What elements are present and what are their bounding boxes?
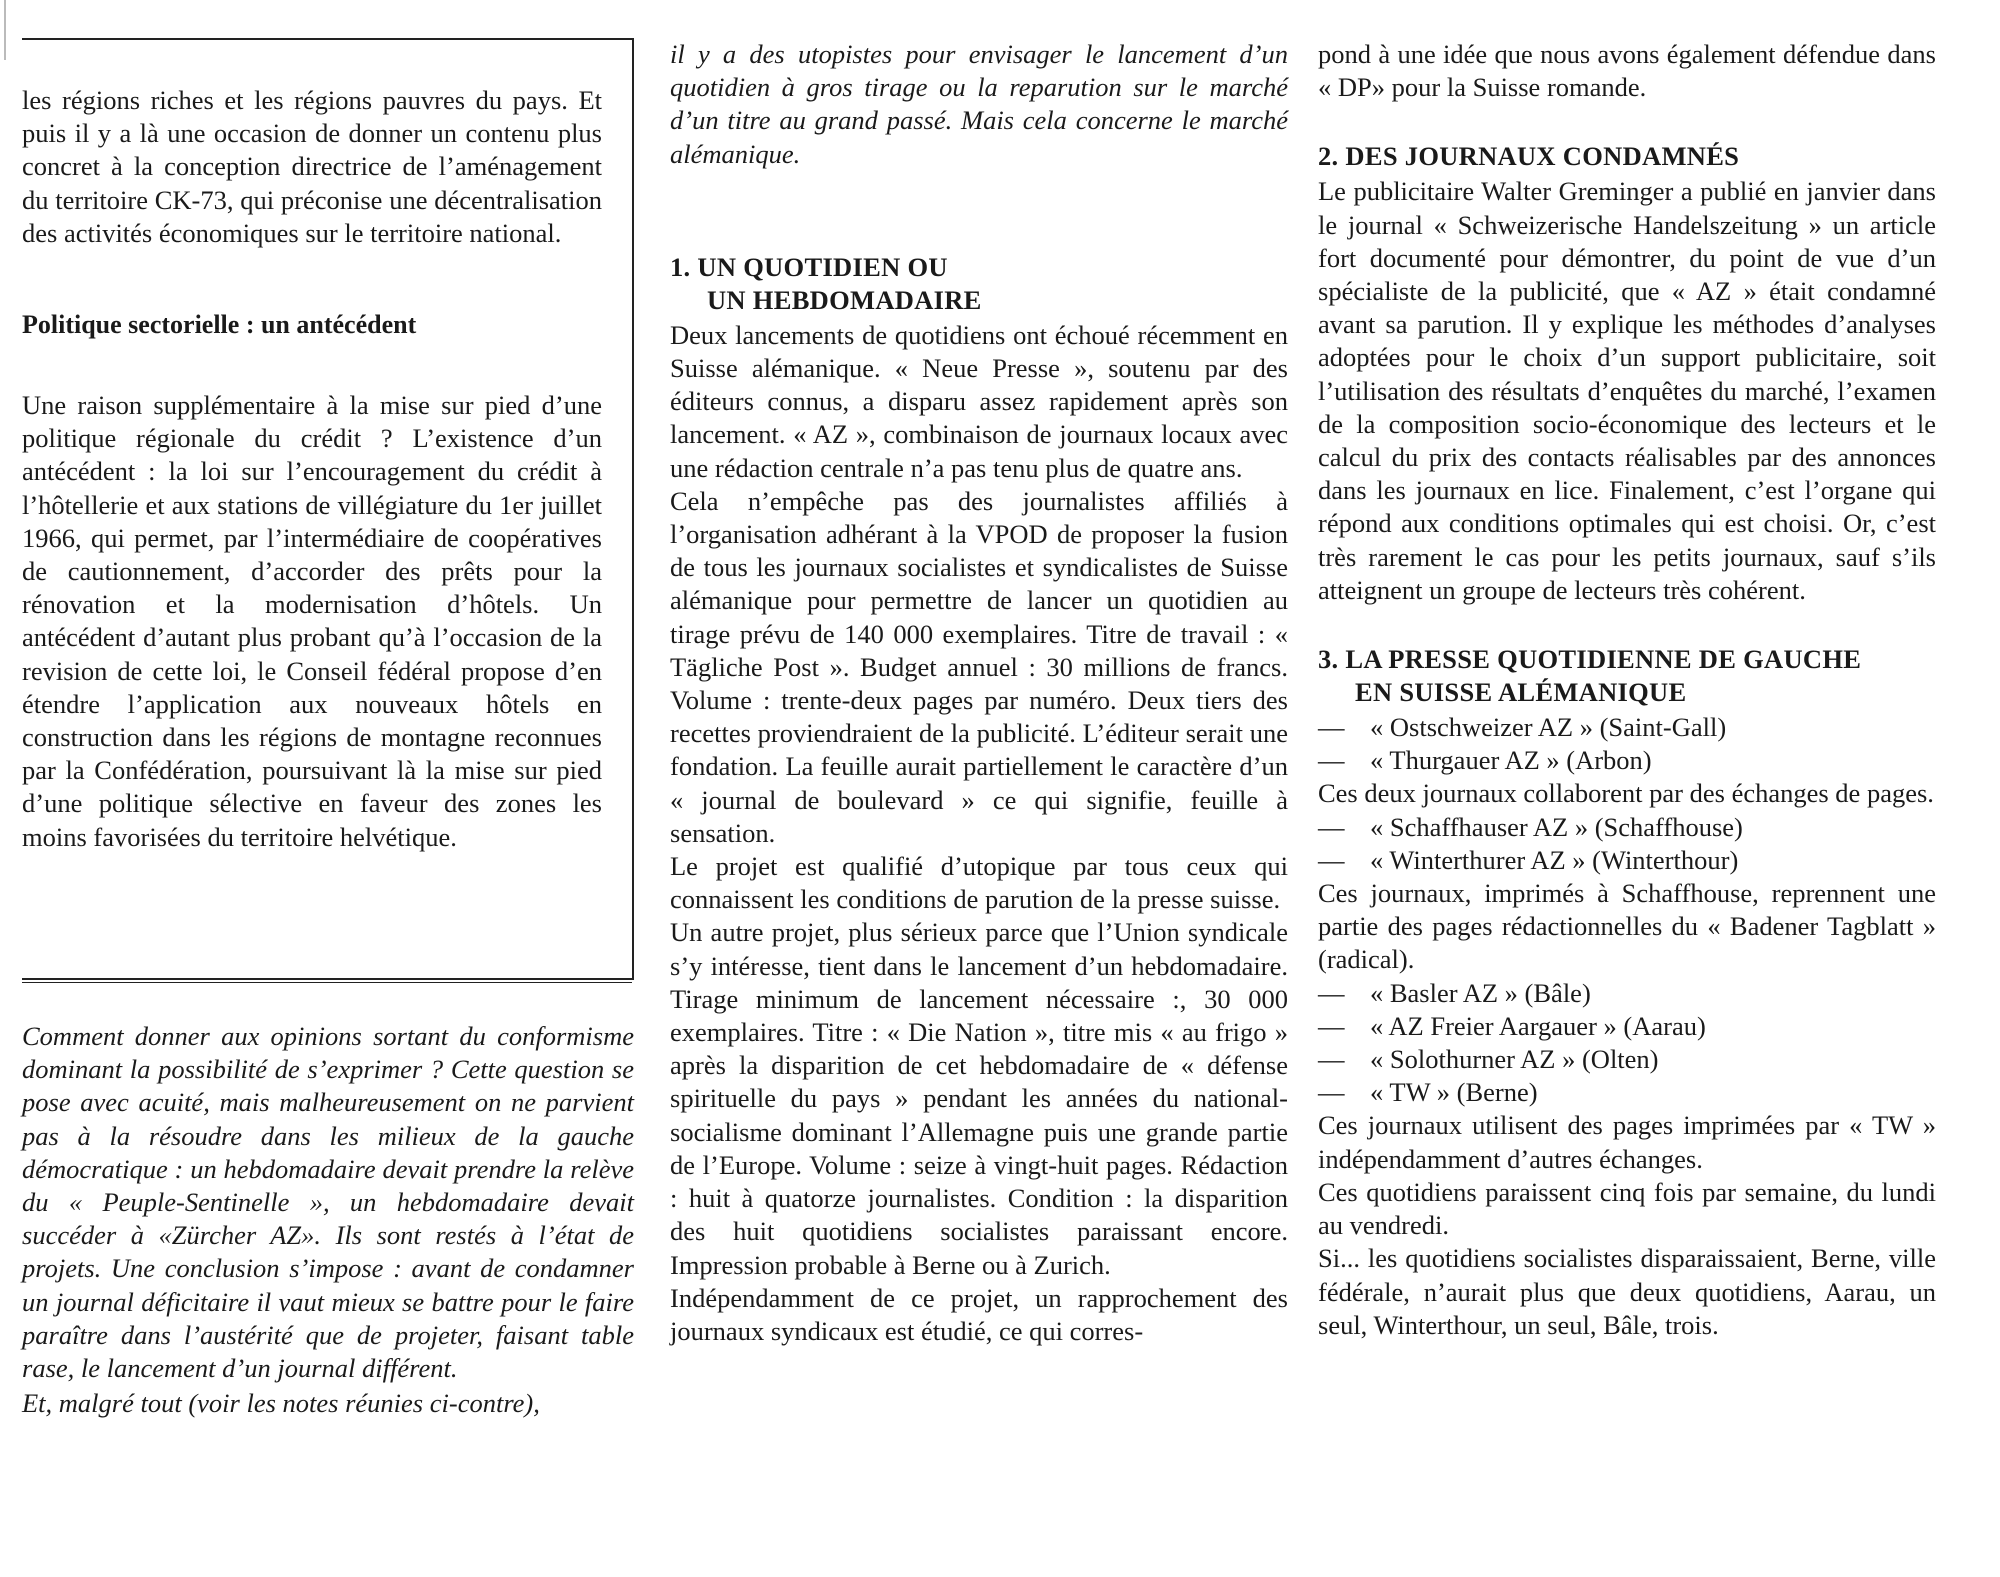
section-heading-1-line-1: 1. UN QUOTIDIEN OU bbox=[670, 251, 948, 282]
section-heading-1-line-2: UN HEBDOMADAIRE bbox=[707, 284, 982, 315]
list-item: — « Ostschweizer AZ » (Saint-Gall) bbox=[1318, 712, 1727, 743]
section-heading-3-line-1: 3. LA PRESSE QUOTIDIENNE DE GAUCHE bbox=[1318, 644, 1862, 675]
section-1-continuation: pond à une idée que nous avons également défendue dans « DP» pour la Suisse romande. bbox=[1318, 39, 1936, 103]
list-note-1: Ces deux journaux collaborent par des échanges de pages. bbox=[1318, 778, 1934, 809]
list-note-2: Ces journaux, imprimés à Schaffhouse, reprennent une partie des pages rédactionnelles du « Badener Tagblatt » (radical). bbox=[1318, 878, 1936, 975]
list-note-4: Ces quotidiens paraissent cinq fois par semaine, du lundi au vendredi. bbox=[1318, 1176, 1936, 1241]
section-heading-1 bbox=[670, 251, 1288, 317]
editorial-intro bbox=[22, 1020, 634, 1420]
editorial-continuation: il y a des utopistes pour envisager le lancement d’un quotidien à gros tirage ou la reparution sur le marché d’un titre au grand passé. Mais cela concerne le marché alémanique. bbox=[670, 39, 1288, 169]
list-item: — « TW » (Berne) bbox=[1318, 1077, 1538, 1108]
section-heading-3-line-2: EN SUISSE ALÉMANIQUE bbox=[1355, 677, 1687, 708]
section-1-paragraph-2: Cela n’empêche pas des journalistes affiliés à l’organisation adhérant à la VPOD de proposer la fusion de tous les journaux socialistes et syndicalistes de Suisse alémanique pour permettre de lancer un quotidien au tirage prévu de 140 000 exemplaires. Titre de travail : « Tägliche Post ». Budget annuel : 30 millions de francs. Volume : trente-deux pages par numéro. Deux tiers des recettes proviendraient de la publicité. L’éditeur serait une fondation. La feuille aurait partiellement le caractère d’un « journal de boulevard » ce qui signifie, feuille à sensation. bbox=[670, 485, 1288, 848]
column-2 bbox=[670, 38, 1288, 1348]
box-paragraph-1: les régions riches et les régions pauvres du pays. Et puis il y a là une occasion de donner un contenu plus concret à la conception directrice de l’aménagement du territoire CK-73, qui préconise une décentralisation des activités économiques sur le territoire national. bbox=[22, 85, 602, 248]
section-heading-2: 2. DES JOURNAUX CONDAMNÉS bbox=[1318, 141, 1740, 172]
box-subheading: Politique sectorielle : un antécédent bbox=[22, 310, 417, 340]
list-note-3: Ces journaux utilisent des pages imprimées par « TW » indépendamment d’autres échanges. bbox=[1318, 1110, 1936, 1174]
newspaper-list bbox=[1318, 711, 1936, 1342]
list-item: — « Schaffhauser AZ » (Schaffhouse) bbox=[1318, 811, 1743, 842]
list-item: — « Winterthurer AZ » (Winterthour) bbox=[1318, 844, 1739, 875]
list-item: — « Solothurner AZ » (Olten) bbox=[1318, 1044, 1659, 1075]
scan-edge-mark bbox=[4, 0, 6, 60]
section-2-paragraph: Le publicitaire Walter Greminger a publié en janvier dans le journal « Schweizerische Handelszeitung » un article fort documenté pour démontrer, du point de vue d’un spécialiste de la publicité, que « AZ » était condamné avant sa parution. Il y explique les méthodes d’analyses adoptées pour le choix d’un support publicitaire, soit l’utilisation des résultats d’enquêtes du marché, l’examen de la composition socio-économique des lecteurs et le calcul du prix des contacts réalisables par des annonces dans les journaux en lice. Finalement, c’est l’organe qui répond aux conditions optimales qui est choisi. Or, c’est très rarement le cas pour les petits journaux, sauf s’ils atteignent un groupe de lecteurs très cohérent. bbox=[1318, 176, 1936, 605]
editorial-paragraph-2: Et, malgré tout (voir les notes réunies ci-contre), bbox=[22, 1388, 540, 1419]
list-note-5: Si... les quotidiens socialistes disparaissaient, Berne, ville fédérale, n’aurait plus que deux quotidiens, Aarau, un seul, Winterthour, un seul, Bâle, trois. bbox=[1318, 1243, 1936, 1340]
section-1-paragraph-4: Un autre projet, plus sérieux parce que l’Union syndicale s’y intéresse, tient dans le lancement d’un hebdomadaire. Tirage minimum de lancement nécessaire :, 30 000 exemplaires. Titre : « Die Nation », titre mis « au frigo » après la disparition de cet hebdomadaire de « défense spirituelle du pays » pendant les années du national-socialisme dominant l’Allemagne puis une grande partie de l’Europe. Volume : seize à vingt-huit pages. Rédaction : huit à quatorze journalistes. Condition : la disparition des huit quotidiens socialistes paraissant encore. Impression probable à Berne ou à Zurich. bbox=[670, 917, 1288, 1280]
list-item: — « AZ Freier Aargauer » (Aarau) bbox=[1318, 1010, 1706, 1041]
boxed-article bbox=[22, 38, 634, 980]
box-paragraph-2: Une raison supplémentaire à la mise sur pied d’une politique régionale du crédit ? L’existence d’un antécédent : la loi sur l’encouragement du crédit à l’hôtellerie et aux stations de villégiature du 1er juillet 1966, qui permet, par l’intermédiaire de coopératives de cautionnement, d’accorder des prêts pour la rénovation et la modernisation d’hôtels. Un antécédent d’autant plus probant qu’à l’occasion de la revision de cette loi, le Conseil fédéral propose d’en étendre l’application aux nouveaux hôtels en construction dans les régions de montagne reconnues par la Confédération, poursuivant là la mise sur pied d’une politique sélective en faveur des zones les moins favorisées du territoire helvétique. bbox=[22, 390, 602, 852]
section-heading-3 bbox=[1318, 643, 1936, 709]
section-1-paragraph-1: Deux lancements de quotidiens ont échoué récemment en Suisse alémanique. « Neue Presse », soutenu par des éditeurs connus, a disparu assez rapidement après son lancement. « AZ », combinaison de journaux locaux avec une rédaction centrale n’a pas tenu plus de quatre ans. bbox=[670, 319, 1288, 483]
list-item: — « Thurgauer AZ » (Arbon) bbox=[1318, 745, 1652, 776]
editorial-paragraph-1: Comment donner aux opinions sortant du conformisme dominant la possibilité de s’exprimer ? Cette question se pose avec acuité, mais malheureusement on ne parvient pas à la résoudre dans les milieux de la gauche démocratique : un hebdomadaire devait prendre la relève du « Peuple-Sentinelle », un hebdomadaire devait succéder à «Zürcher AZ». Ils sont restés à l’état de projets. Une conclusion s’impose : avant de condamner un journal déficitaire il vaut mieux se battre pour le faire paraître dans l’austérité que de projeter, faisant table rase, le lancement d’un journal différent. bbox=[22, 1021, 634, 1384]
column-1 bbox=[22, 38, 634, 1420]
section-1-paragraph-3: Le projet est qualifié d’utopique par tous ceux qui connaissent les conditions de parution de la presse suisse. bbox=[670, 851, 1288, 915]
section-1-paragraph-5: Indépendamment de ce projet, un rapprochement des journaux syndicaux est étudié, ce qui corres- bbox=[670, 1282, 1288, 1346]
list-item: — « Basler AZ » (Bâle) bbox=[1318, 977, 1591, 1008]
column-3 bbox=[1318, 38, 1936, 1342]
